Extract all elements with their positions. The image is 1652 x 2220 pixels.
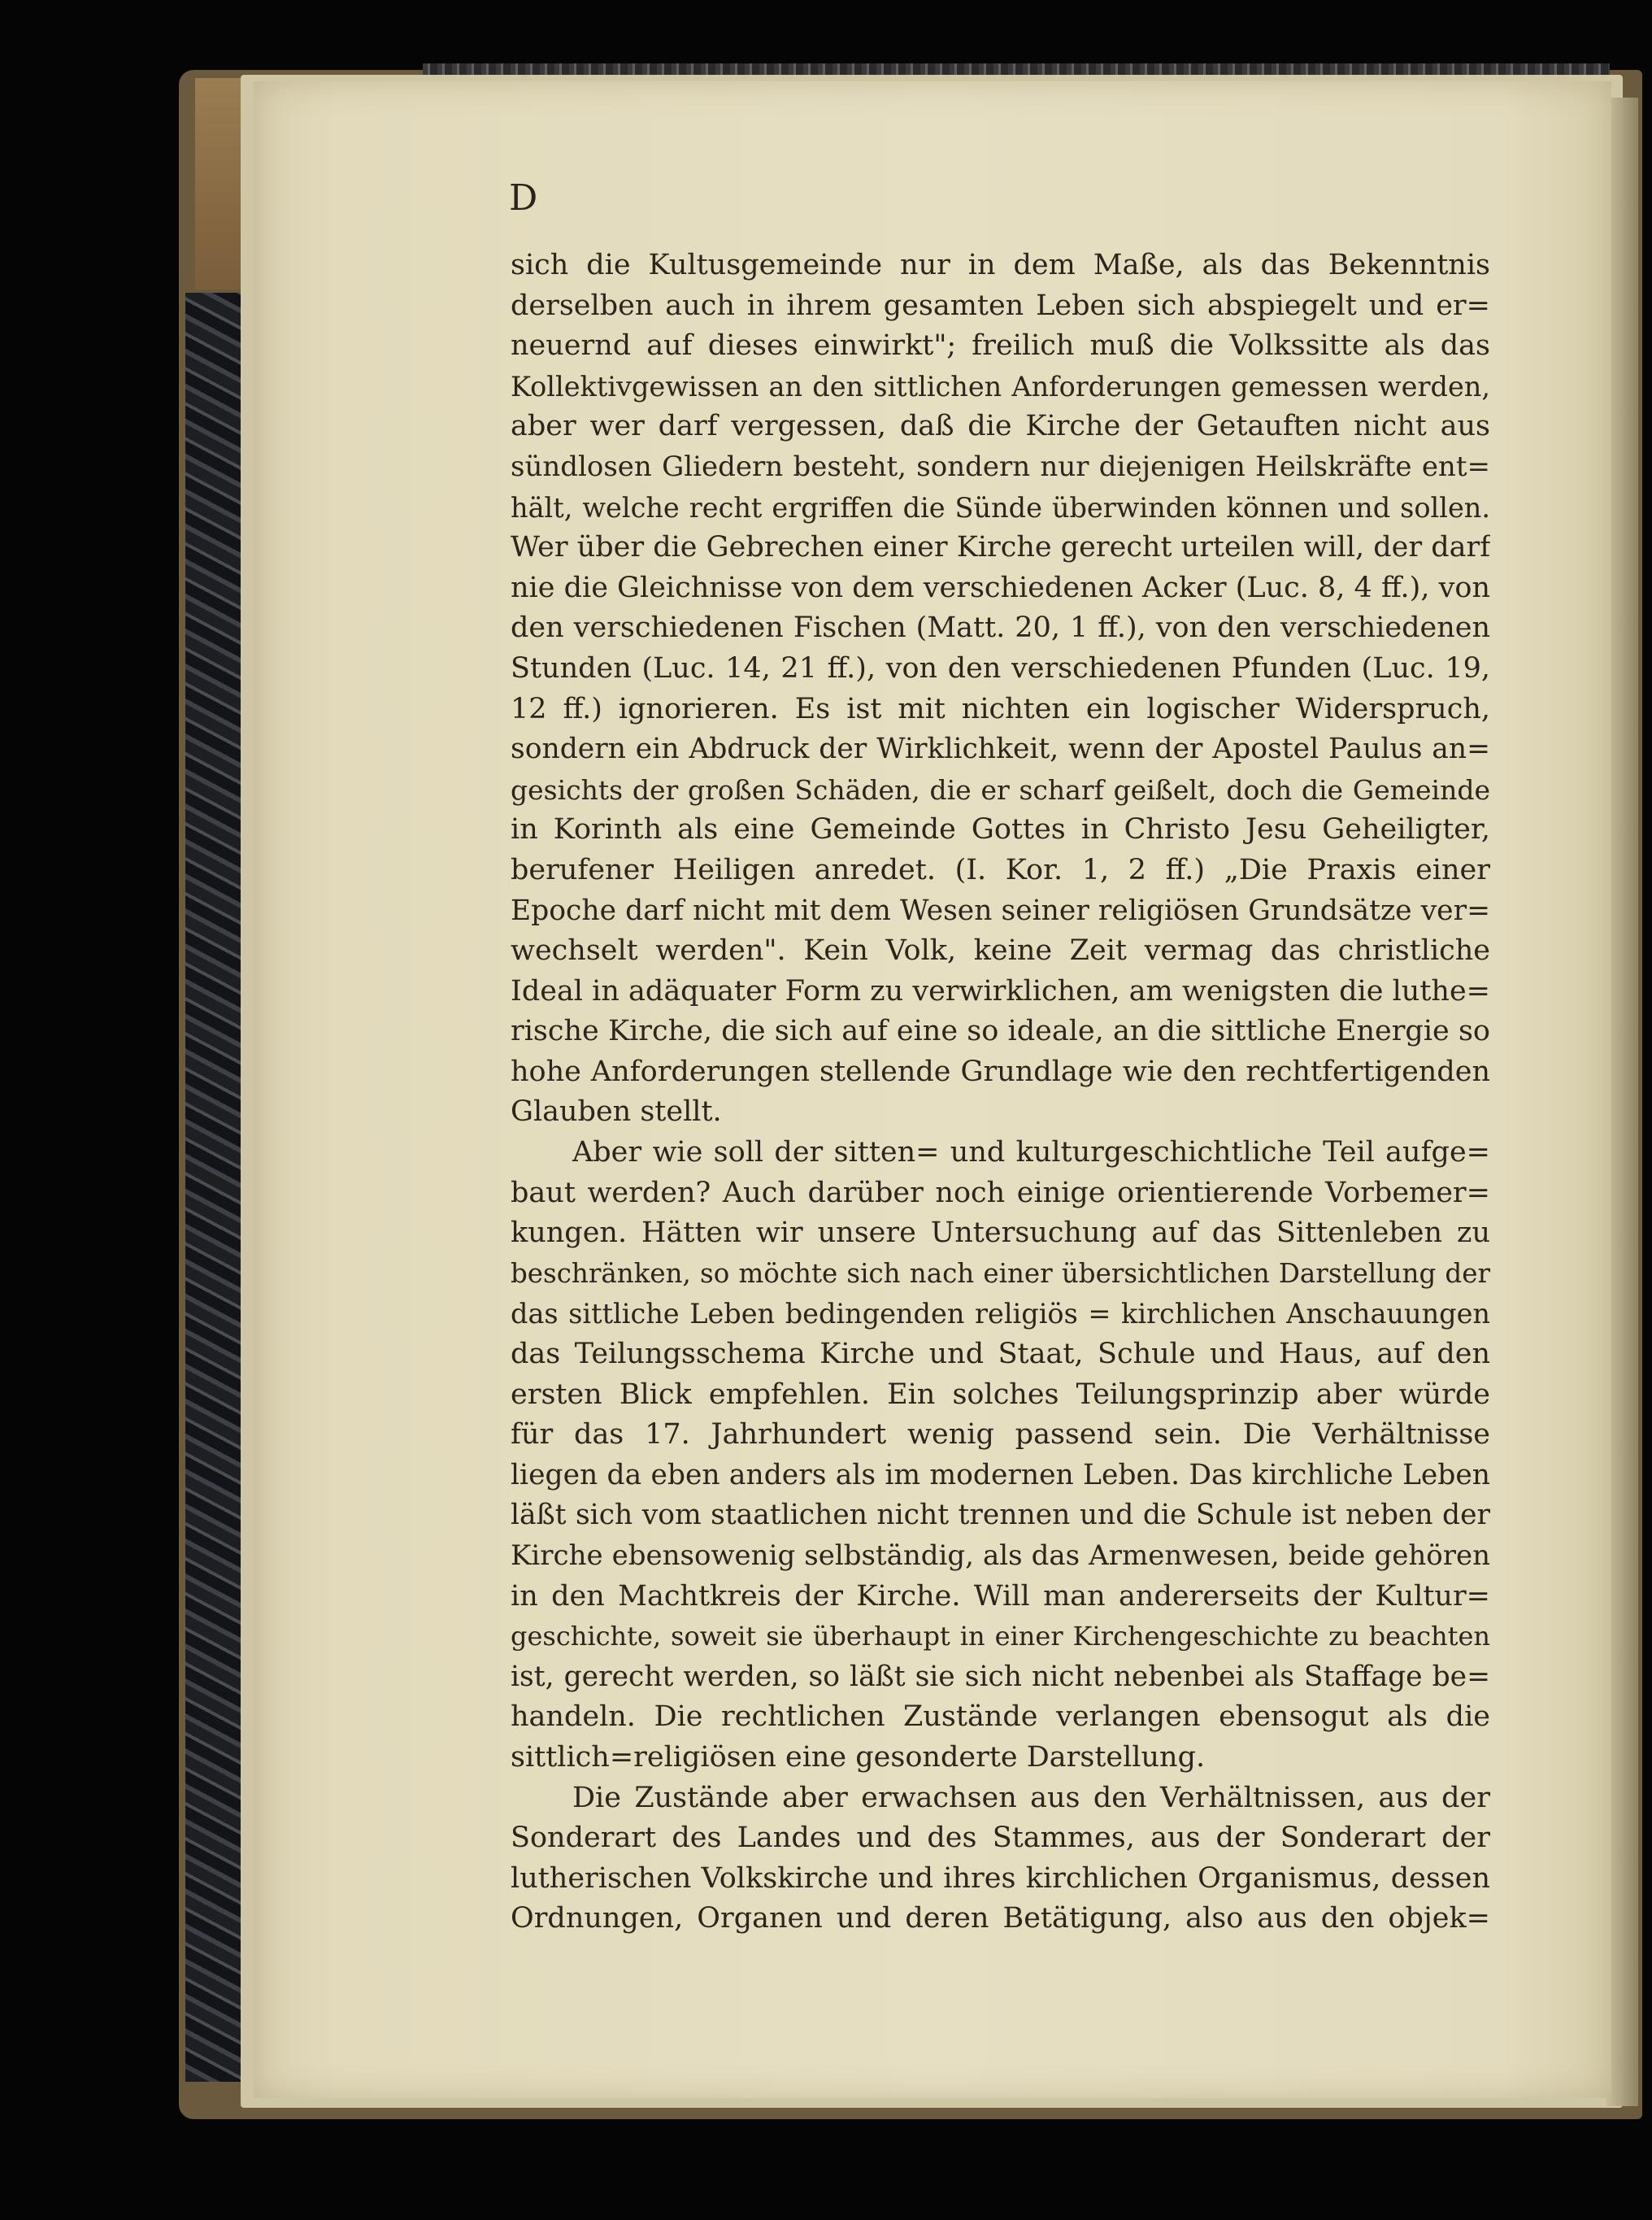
text-line: Die Zustände aber erwachsen aus den Verhältnissen, aus der xyxy=(572,1781,1490,1814)
text-line: nie die Gleichnisse von dem verschiedenen Acker (Luc. 8, 4 ff.), von xyxy=(511,571,1490,604)
text-line: 12 ff.) ignorieren. Es ist mit nichten ein logischer Widerspruch, xyxy=(511,692,1490,725)
text-line: in den Machtkreis der Kirche. Will man andererseits der Kultur= xyxy=(511,1579,1490,1613)
text-line: läßt sich vom staatlichen nicht trennen und die Schule ist neben der xyxy=(511,1499,1490,1532)
text-line: derselben auch in ihrem gesamten Leben sich abspiegelt und er= xyxy=(511,289,1490,322)
text-line: sündlosen Gliedern besteht, sondern nur diejenigen Heilskräfte ent= xyxy=(511,450,1490,483)
text-line: liegen da eben anders als im modernen Leben. Das kirchliche Leben xyxy=(511,1458,1490,1491)
text-line: den verschiedenen Fischen (Matt. 20, 1 ff.), von den verschiedenen xyxy=(511,612,1490,645)
text-line: wechselt werden". Kein Volk, keine Zeit vermag das christliche xyxy=(511,934,1490,968)
text-line: Aber wie soll der sitten= und kulturgeschichtliche Teil aufge= xyxy=(572,1136,1490,1169)
text-line: lutherischen Volkskirche und ihres kirchlichen Organismus, dessen xyxy=(511,1861,1490,1895)
signature-mark: D xyxy=(509,177,538,219)
text-line: neuernd auf dieses einwirkt"; freilich muß die Volkssitte als das xyxy=(511,329,1490,363)
text-line: ersten Blick empfehlen. Ein solches Teilungsprinzip aber würde xyxy=(511,1378,1490,1411)
marbled-endpaper xyxy=(185,293,244,2082)
text-line: sittlich=religiösen eine gesonderte Darstellung. xyxy=(511,1740,1206,1774)
text-line: sich die Kultusgemeinde nur in dem Maße, als das Bekenntnis xyxy=(511,249,1490,281)
text-line: sondern ein Abdruck der Wirklichkeit, wenn der Apostel Paulus an= xyxy=(511,733,1490,766)
cover-leather-edge xyxy=(195,78,244,289)
text-line: ist, gerecht werden, so läßt sie sich nicht nebenbei als Staffage be= xyxy=(511,1660,1490,1693)
text-line: das Teilungsschema Kirche und Staat, Schule und Haus, auf den xyxy=(511,1338,1490,1371)
text-line: Stunden (Luc. 14, 21 ff.), von den verschiedenen Pfunden (Luc. 19, xyxy=(511,651,1490,685)
text-line: hohe Anforderungen stellende Grundlage wie den rechtfertigenden xyxy=(511,1055,1490,1088)
text-line: Kirche ebensowenig selbständig, als das Armenwesen, beide gehören xyxy=(511,1539,1490,1572)
text-line: Epoche darf nicht mit dem Wesen seiner religiösen Grundsätze ver= xyxy=(511,894,1490,927)
text-line: Ideal in adäquater Form zu verwirklichen, am wenigsten die luthe= xyxy=(511,974,1490,1008)
text-line: Kollektivgewissen an den sittlichen Anforderungen gemessen werden, xyxy=(511,370,1490,403)
text-line: rische Kirche, die sich auf eine so ideale, an die sittliche Energie so xyxy=(511,1015,1490,1048)
text-line: geschichte, soweit sie überhaupt in einer Kirchengeschichte zu beachten xyxy=(511,1621,1490,1652)
text-line: für das 17. Jahrhundert wenig passend sein. Die Verhältnisse xyxy=(511,1418,1490,1452)
text-line: berufener Heiligen anredet. (I. Kor. 1, 2 ff.) „Die Praxis einer xyxy=(511,853,1490,886)
text-line: gesichts der großen Schäden, die er scharf geißelt, doch die Gemeinde xyxy=(511,773,1490,806)
text-line: das sittliche Leben bedingenden religiös = kirchlichen Anschauungen xyxy=(511,1298,1490,1330)
text-line: beschränken, so möchte sich nach einer übersichtlichen Darstellung der xyxy=(511,1257,1490,1289)
text-line: Ordnungen, Organen und deren Betätigung, also aus den objek= xyxy=(511,1902,1490,1935)
text-line: hält, welche recht ergriffen die Sünde überwinden können und sollen. xyxy=(511,491,1490,524)
text-line: handeln. Die rechtlichen Zustände verlangen ebensogut als die xyxy=(511,1700,1490,1734)
text-line: Wer über die Gebrechen einer Kirche gerecht urteilen will, der darf xyxy=(511,531,1490,564)
text-line: in Korinth als eine Gemeinde Gottes in Christo Jesu Geheiligter, xyxy=(511,813,1490,847)
text-line: aber wer darf vergessen, daß die Kirche der Getauften nicht aus xyxy=(511,410,1490,443)
body-text xyxy=(511,246,1490,1939)
text-line: Sonderart des Landes und des Stammes, aus der Sonderart der xyxy=(511,1822,1490,1855)
text-line: Glauben stellt. xyxy=(511,1095,722,1129)
text-line: baut werden? Auch darüber noch einige orientierende Vorbemer= xyxy=(511,1176,1490,1209)
text-line: kungen. Hätten wir unsere Untersuchung auf das Sittenleben zu xyxy=(511,1217,1490,1250)
